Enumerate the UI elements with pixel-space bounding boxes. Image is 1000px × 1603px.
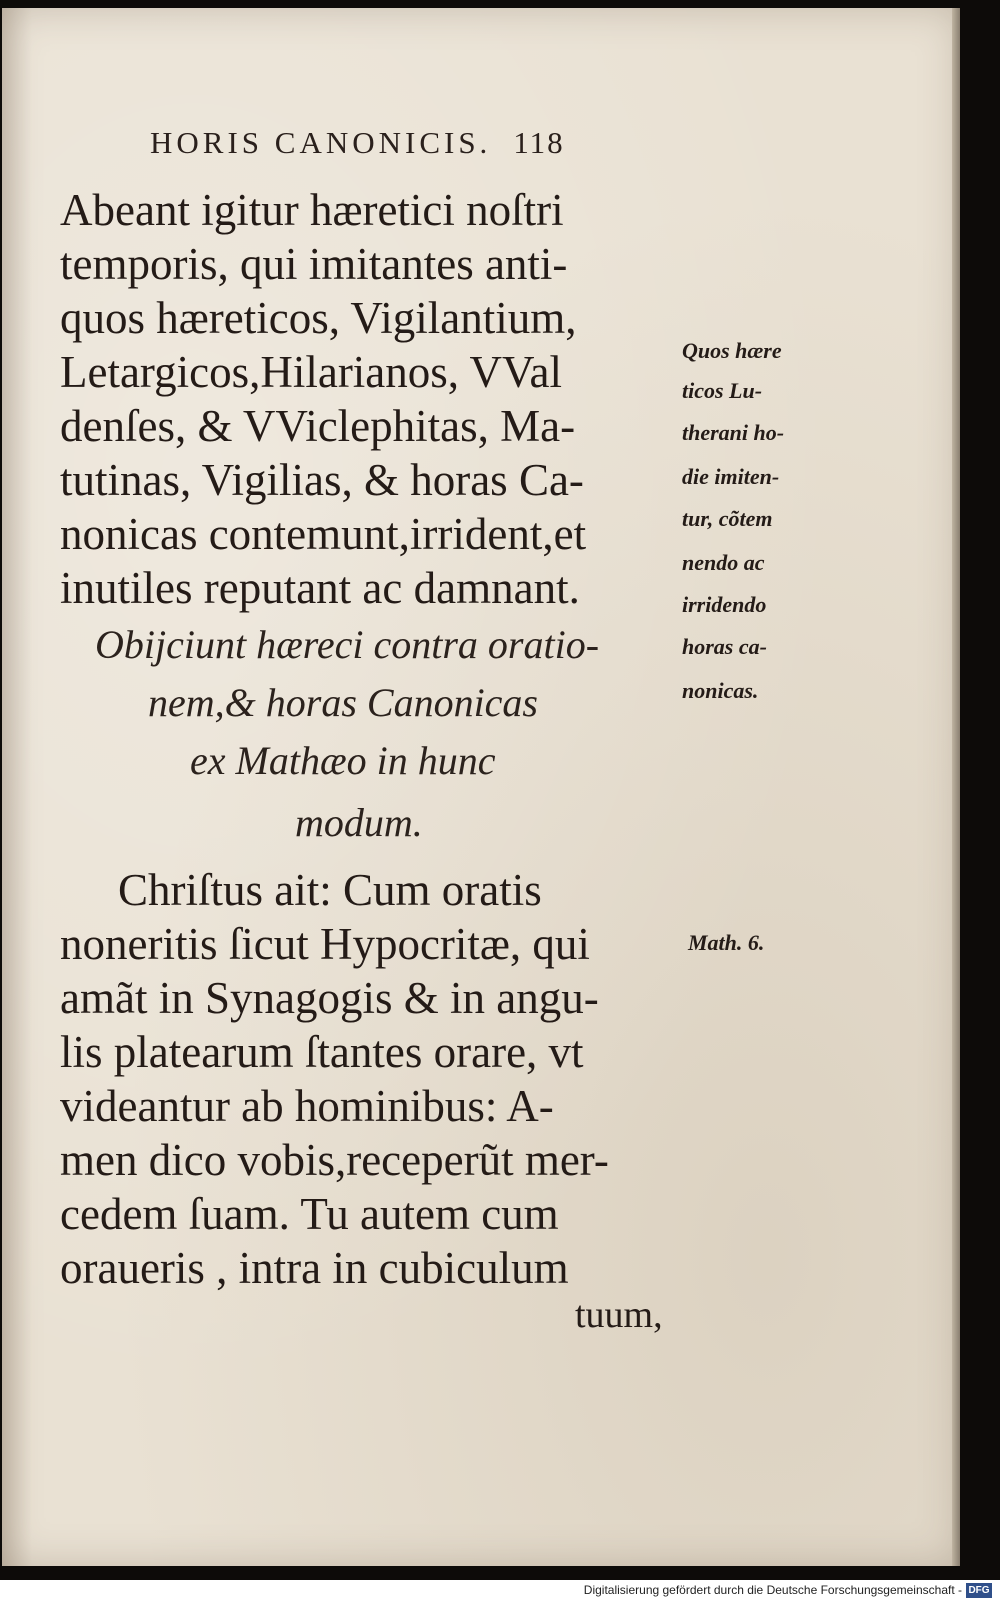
- page-edge: [952, 8, 960, 1566]
- body-line: amãt in Synagogis & in angu-: [60, 973, 599, 1023]
- italic-heading-line: Obijciunt hæreci contra oratio-: [95, 622, 600, 667]
- body-line: men dico vobis,receperũt mer-: [60, 1135, 609, 1185]
- italic-heading-line: ex Mathæo in hunc: [190, 738, 496, 783]
- body-line: cedem ſuam. Tu autem cum: [60, 1189, 559, 1239]
- body-line: denſes, & VViclephitas, Ma-: [60, 401, 576, 451]
- margin-note-line: horas ca-: [682, 634, 767, 659]
- running-title: HORIS CANONICIS.: [150, 125, 492, 160]
- italic-heading-line: nem,& horas Canonicas: [148, 680, 538, 725]
- body-line: Letargicos,Hilarianos, VVal: [60, 347, 562, 397]
- body-line: oraueris , intra in cubiculum: [60, 1243, 569, 1293]
- margin-note-reference: Math. 6.: [688, 930, 765, 955]
- body-line: videantur ab hominibus: A-: [60, 1081, 554, 1131]
- margin-note-line: ticos Lu-: [682, 378, 763, 403]
- margin-note-line: die imiten-: [682, 464, 780, 489]
- body-line: inutiles reputant ac damnant.: [60, 563, 580, 613]
- dfg-logo-icon: DFG: [966, 1583, 992, 1598]
- margin-note-line: irridendo: [682, 592, 767, 617]
- body-line: quos hæreticos, Vigilantium,: [60, 293, 577, 343]
- italic-heading-line: modum.: [295, 800, 423, 845]
- margin-note-line: nendo ac: [682, 550, 765, 575]
- body-line: Abeant igitur hæretici noſtri: [60, 185, 564, 235]
- footer-credit: Digitalisierung gefördert durch die Deutsche Forschungsgemeinschaft -: [583, 1583, 962, 1597]
- body-line: noneritis ſicut Hypocritæ, qui: [60, 919, 590, 969]
- running-header: [150, 125, 565, 161]
- margin-note-line: nonicas.: [682, 678, 759, 703]
- margin-note-line: therani ho-: [682, 420, 785, 445]
- body-line: tutinas, Vigilias, & horas Ca-: [60, 455, 584, 505]
- page-number: 118: [513, 125, 565, 160]
- body-line: Chriſtus ait: Cum oratis: [118, 865, 542, 915]
- body-line: nonicas contemunt,irrident,et: [60, 509, 587, 559]
- body-line: lis platearum ſtantes orare, vt: [60, 1027, 584, 1077]
- body-line: temporis, qui imitantes anti-: [60, 239, 568, 289]
- catchword: tuum,: [575, 1294, 663, 1336]
- margin-note-line: Quos hære: [682, 338, 782, 363]
- margin-note-line: tur, cõtem: [682, 506, 773, 531]
